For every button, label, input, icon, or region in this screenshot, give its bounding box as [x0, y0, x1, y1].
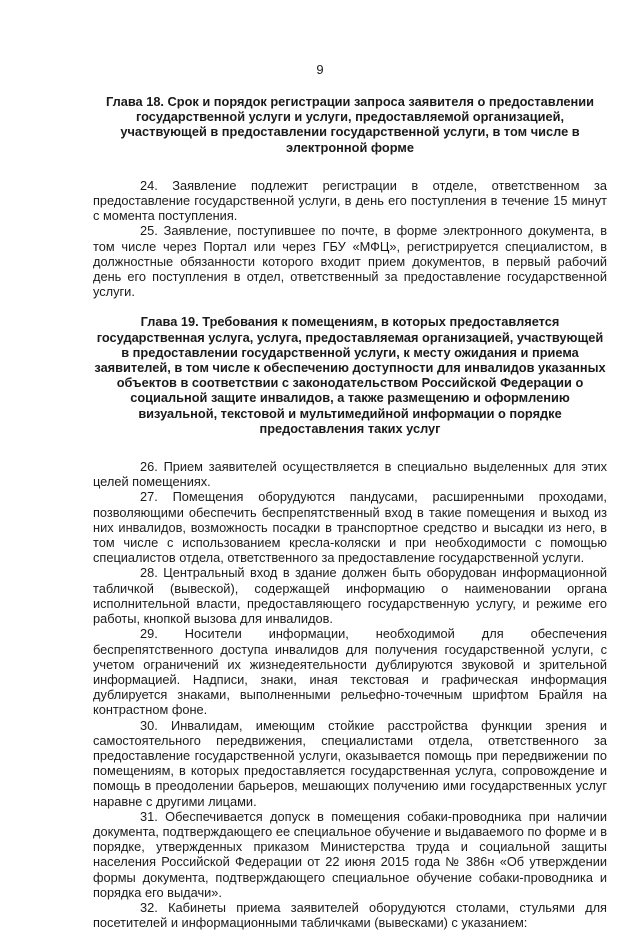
paragraph-26: 26. Прием заявителей осуществляется в специально выделенных для этих целей помещениях. [93, 459, 607, 490]
paragraph-30: 30. Инвалидам, имеющим стойкие расстройства функции зрения и самостоятельного передвижения, специалистами отдела, ответственного за предоставление государственной услуги, оказывается помощь при передвижении по помещениям, в которых предоставляется государственная услуга, сопровождение и помощь в преодолении барьеров, мешающих получению ими государственных услуг наравне с другими лицами. [93, 717, 607, 809]
paragraph-28: 28. Центральный вход в здание должен быть оборудован информационной табличкой (вывеской), содержащей информацию о наименовании органа исполнительной власти, предоставляющего государственную услугу, и режиме его работы, кнопкой вызова для инвалидов. [93, 565, 607, 627]
paragraph-29: 29. Носители информации, необходимой для обеспечения беспрепятственного доступа инвалидов для получения государственной услуги, с учетом ограничений их жизнедеятельности дублируются звуковой и зрительной информацией. Надписи, знаки, иная текстовая и графическая информация дублируется знаками, выполненными рельефно-точечным шрифтом Брайля на контрастном фоне. [93, 626, 607, 718]
page-number: 9 [316, 62, 324, 77]
document-body [93, 94, 607, 930]
paragraph-24: 24. Заявление подлежит регистрации в отделе, ответственном за предоставление государственной услуги, в день его поступления в течение 15 минут с момента поступления. [93, 177, 607, 224]
paragraph-27: 27. Помещения оборудуются пандусами, расширенными проходами, позволяющими обеспечить беспрепятственный вход в такие помещения и выход из них инвалидов, возможность посадки в транспортное средство и высадки из него, в том числе с использованием кресла-коляски и при необходимости с помощью специалистов отдела, ответственного за предоставление государственной услуги. [93, 489, 607, 566]
paragraph-31: 31. Обеспечивается допуск в помещения собаки-проводника при наличии документа, подтверждающего ее специальное обучение и выдаваемого по форме и в порядке, утвержденных приказом Министерства труда и социальной защиты населения Российской Федерации от 22 июня 2015 года № 386н «Об утверждении формы документа, подтверждающего специальное обучение собаки-проводника и порядка его выдачи». [93, 808, 607, 900]
paragraph-32: 32. Кабинеты приема заявителей оборудуются столами, стульями для посетителей и информационными табличками (вывесками) с указанием: [93, 899, 607, 930]
chapter-18-heading: Глава 18. Срок и порядок регистрации запроса заявителя о предоставлении государственной услуги и услуги, предоставляемой организацией, участвующей в предоставлении государственной услуги, в том числе в электронной форме [105, 94, 595, 155]
chapter-19-heading: Глава 19. Требования к помещениям, в которых предоставляется государственная услуга, услуга, предоставляемая организацией, участвующей в предоставлении государственной услуги, к месту ожидания и приема заявителей, в том числе к обеспечению доступности для инвалидов указанных объектов в соответствии с законодательством Российской Федерации о социальной защите инвалидов, а также размещению и оформлению визуальной, текстовой и мультимедийной информации о порядке предоставления таких услуг [94, 314, 606, 436]
paragraph-25: 25. Заявление, поступившее по почте, в форме электронного документа, в том числе через Портал или через ГБУ «МФЦ», регистрируется специалистом, в должностные обязанности которого входит прием документов, в первый рабочий день его поступления в отдел, ответственный за предоставление государственной услуги. [93, 223, 607, 300]
